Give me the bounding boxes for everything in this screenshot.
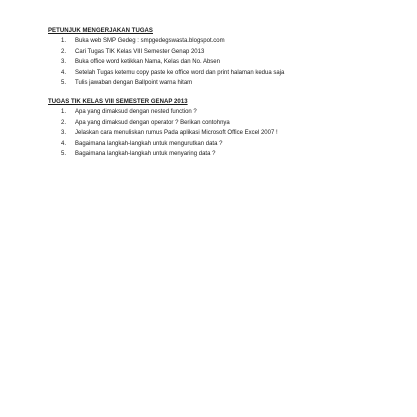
list-item xyxy=(48,78,398,89)
item-number: 3. xyxy=(61,130,67,136)
item-number: 4. xyxy=(61,69,67,76)
assignment-section xyxy=(48,98,398,160)
item-text: Bagaimana langkah-langkah untuk mengurutkan data ? xyxy=(75,140,223,147)
item-number: 1. xyxy=(61,109,67,115)
assignment-heading: TUGAS TIK KELAS VIII SEMESTER GENAP 2013 xyxy=(48,99,188,105)
list-item xyxy=(48,47,398,58)
list-item xyxy=(48,128,398,139)
item-number: 1. xyxy=(61,38,67,44)
instructions-list xyxy=(48,36,398,89)
item-text: Jelaskan cara menuliskan rumus Pada aplikasi Microsoft Office Excel 2007 ! xyxy=(75,130,278,136)
list-item xyxy=(48,107,398,118)
item-number: 4. xyxy=(61,140,67,147)
item-number: 3. xyxy=(61,59,67,65)
instructions-heading: PETUNJUK MENGERJAKAN TUGAS xyxy=(48,28,153,34)
item-text: Apa yang dimaksud dengan operator ? Berikan contohnya xyxy=(75,119,230,126)
list-item xyxy=(48,68,398,79)
list-item xyxy=(48,57,398,68)
item-text: Cari Tugas TIK Kelas VIII Semester Genap 2013 xyxy=(75,48,205,55)
instructions-section xyxy=(48,27,398,89)
item-text: Apa yang dimaksud dengan nested function ? xyxy=(75,109,197,115)
item-number: 2. xyxy=(61,119,67,126)
list-item xyxy=(48,118,398,129)
item-text: Buka web SMP Gedeg : smpgedegswasta.blogspot.com xyxy=(75,38,225,44)
item-number: 5. xyxy=(61,80,67,86)
item-text: Buka office word ketikkan Nama, Kelas dan No. Absen xyxy=(75,59,220,65)
list-item xyxy=(48,139,398,150)
assignment-list xyxy=(48,107,398,160)
item-number: 2. xyxy=(61,48,67,55)
item-text: Tulis jawaban dengan Ballpoint warna hitam xyxy=(75,80,193,86)
item-text: Bagaimana langkah-langkah untuk menyaring data ? xyxy=(75,151,216,157)
list-item xyxy=(48,36,398,47)
list-item xyxy=(48,149,398,160)
item-number: 5. xyxy=(61,151,67,157)
item-text: Setelah Tugas ketemu copy paste ke office word dan print halaman kedua saja xyxy=(75,69,285,76)
